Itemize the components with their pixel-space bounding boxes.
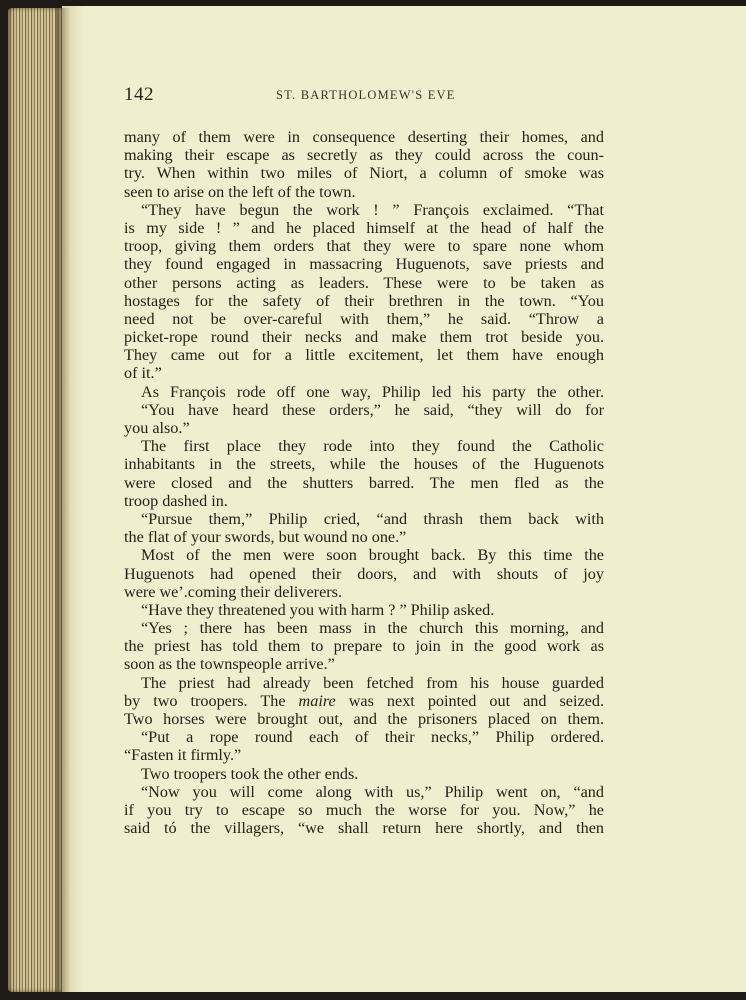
text-line: you also.”: [124, 419, 190, 437]
text-line: other persons acting as leaders. These were to be taken as: [124, 273, 604, 292]
text-line: is my side ! ” and he placed himself at the head of half the: [124, 218, 604, 237]
text-line: troop, giving them orders that they were to spare none whom: [124, 237, 604, 256]
text-line: the priest has told them to prepare to join in the good work as: [124, 637, 604, 656]
text-line: of it.”: [124, 364, 162, 383]
text-line: Two troopers took the other ends.: [141, 764, 359, 783]
text-line: As François rode off one way, Philip led his party the other.: [141, 382, 604, 401]
text-line: were closed and the shutters barred. The men fled as the: [124, 473, 604, 492]
text-line: if you try to escape so much the worse for you. Now,” he: [124, 800, 604, 819]
italic-word: maire: [298, 691, 336, 710]
text-line: “They have begun the work ! ” François exclaimed. “That: [141, 200, 604, 219]
running-head: ST. BARTHOLOMEW'S EVE: [276, 88, 456, 102]
text-line: Two horses were brought out, and the prisoners placed on them.: [124, 710, 604, 728]
text-line: many of them were in consequence deserting their homes, and: [124, 128, 604, 146]
text-line: [124, 692, 604, 710]
text-line: try. When within two miles of Niort, a column of smoke was: [124, 164, 604, 183]
text-fragment: by two troopers. The: [124, 691, 299, 710]
body-text: [124, 128, 604, 837]
text-line: “Now you will come along with us,” Philip went on, “and: [141, 782, 604, 801]
text-line: “Put a rope round each of their necks,” Philip ordered.: [141, 728, 604, 747]
text-line: Huguenots had opened their doors, and with shouts of joy: [124, 564, 604, 583]
text-line: seen to arise on the left of the town.: [124, 182, 356, 201]
text-line: need not be over-careful with them,” he said. “Throw a: [124, 309, 604, 328]
text-line: hostages for the safety of their brethren in the town. “You: [124, 291, 604, 310]
text-line: The priest had already been fetched from his house guarded: [141, 673, 604, 692]
text-line: “Pursue them,” Philip cried, “and thrash them back with: [141, 509, 604, 528]
text-line: “Fasten it firmly.”: [124, 746, 242, 765]
text-line: “Have they threatened you with harm ? ” Philip asked.: [141, 600, 495, 619]
text-line: said tó the villagers, “we shall return here shortly, and then: [124, 819, 604, 838]
text-line: troop dashed in.: [124, 491, 228, 510]
text-line: Most of the men were soon brought back. By this time the: [141, 546, 604, 565]
page-header: [124, 84, 544, 108]
page-number: 142: [124, 84, 154, 105]
text-line: picket-rope round their necks and make them trot beside you.: [124, 328, 604, 347]
text-line: “You have heard these orders,” he said, “they will do for: [141, 400, 604, 419]
text-line: The first place they rode into they found the Catholic: [141, 437, 604, 456]
gutter-shadow: [56, 8, 70, 992]
text-line: they found engaged in massacring Huguenots, save priests and: [124, 255, 604, 274]
text-line: They came out for a little excitement, let them have enough: [124, 346, 604, 365]
text-line: soon as the townspeople arrive.”: [124, 655, 335, 674]
text-line: were we’.coming their deliverers.: [124, 582, 342, 601]
text-line: the flat of your swords, but wound no one.”: [124, 528, 407, 547]
text-fragment: was next pointed out and seized.: [335, 691, 604, 710]
text-line: inhabitants in the streets, while the houses of the Huguenots: [124, 455, 604, 474]
text-line: making their escape as secretly as they could across the coun-: [124, 146, 604, 165]
text-line: “Yes ; there has been mass in the church this morning, and: [141, 619, 604, 638]
